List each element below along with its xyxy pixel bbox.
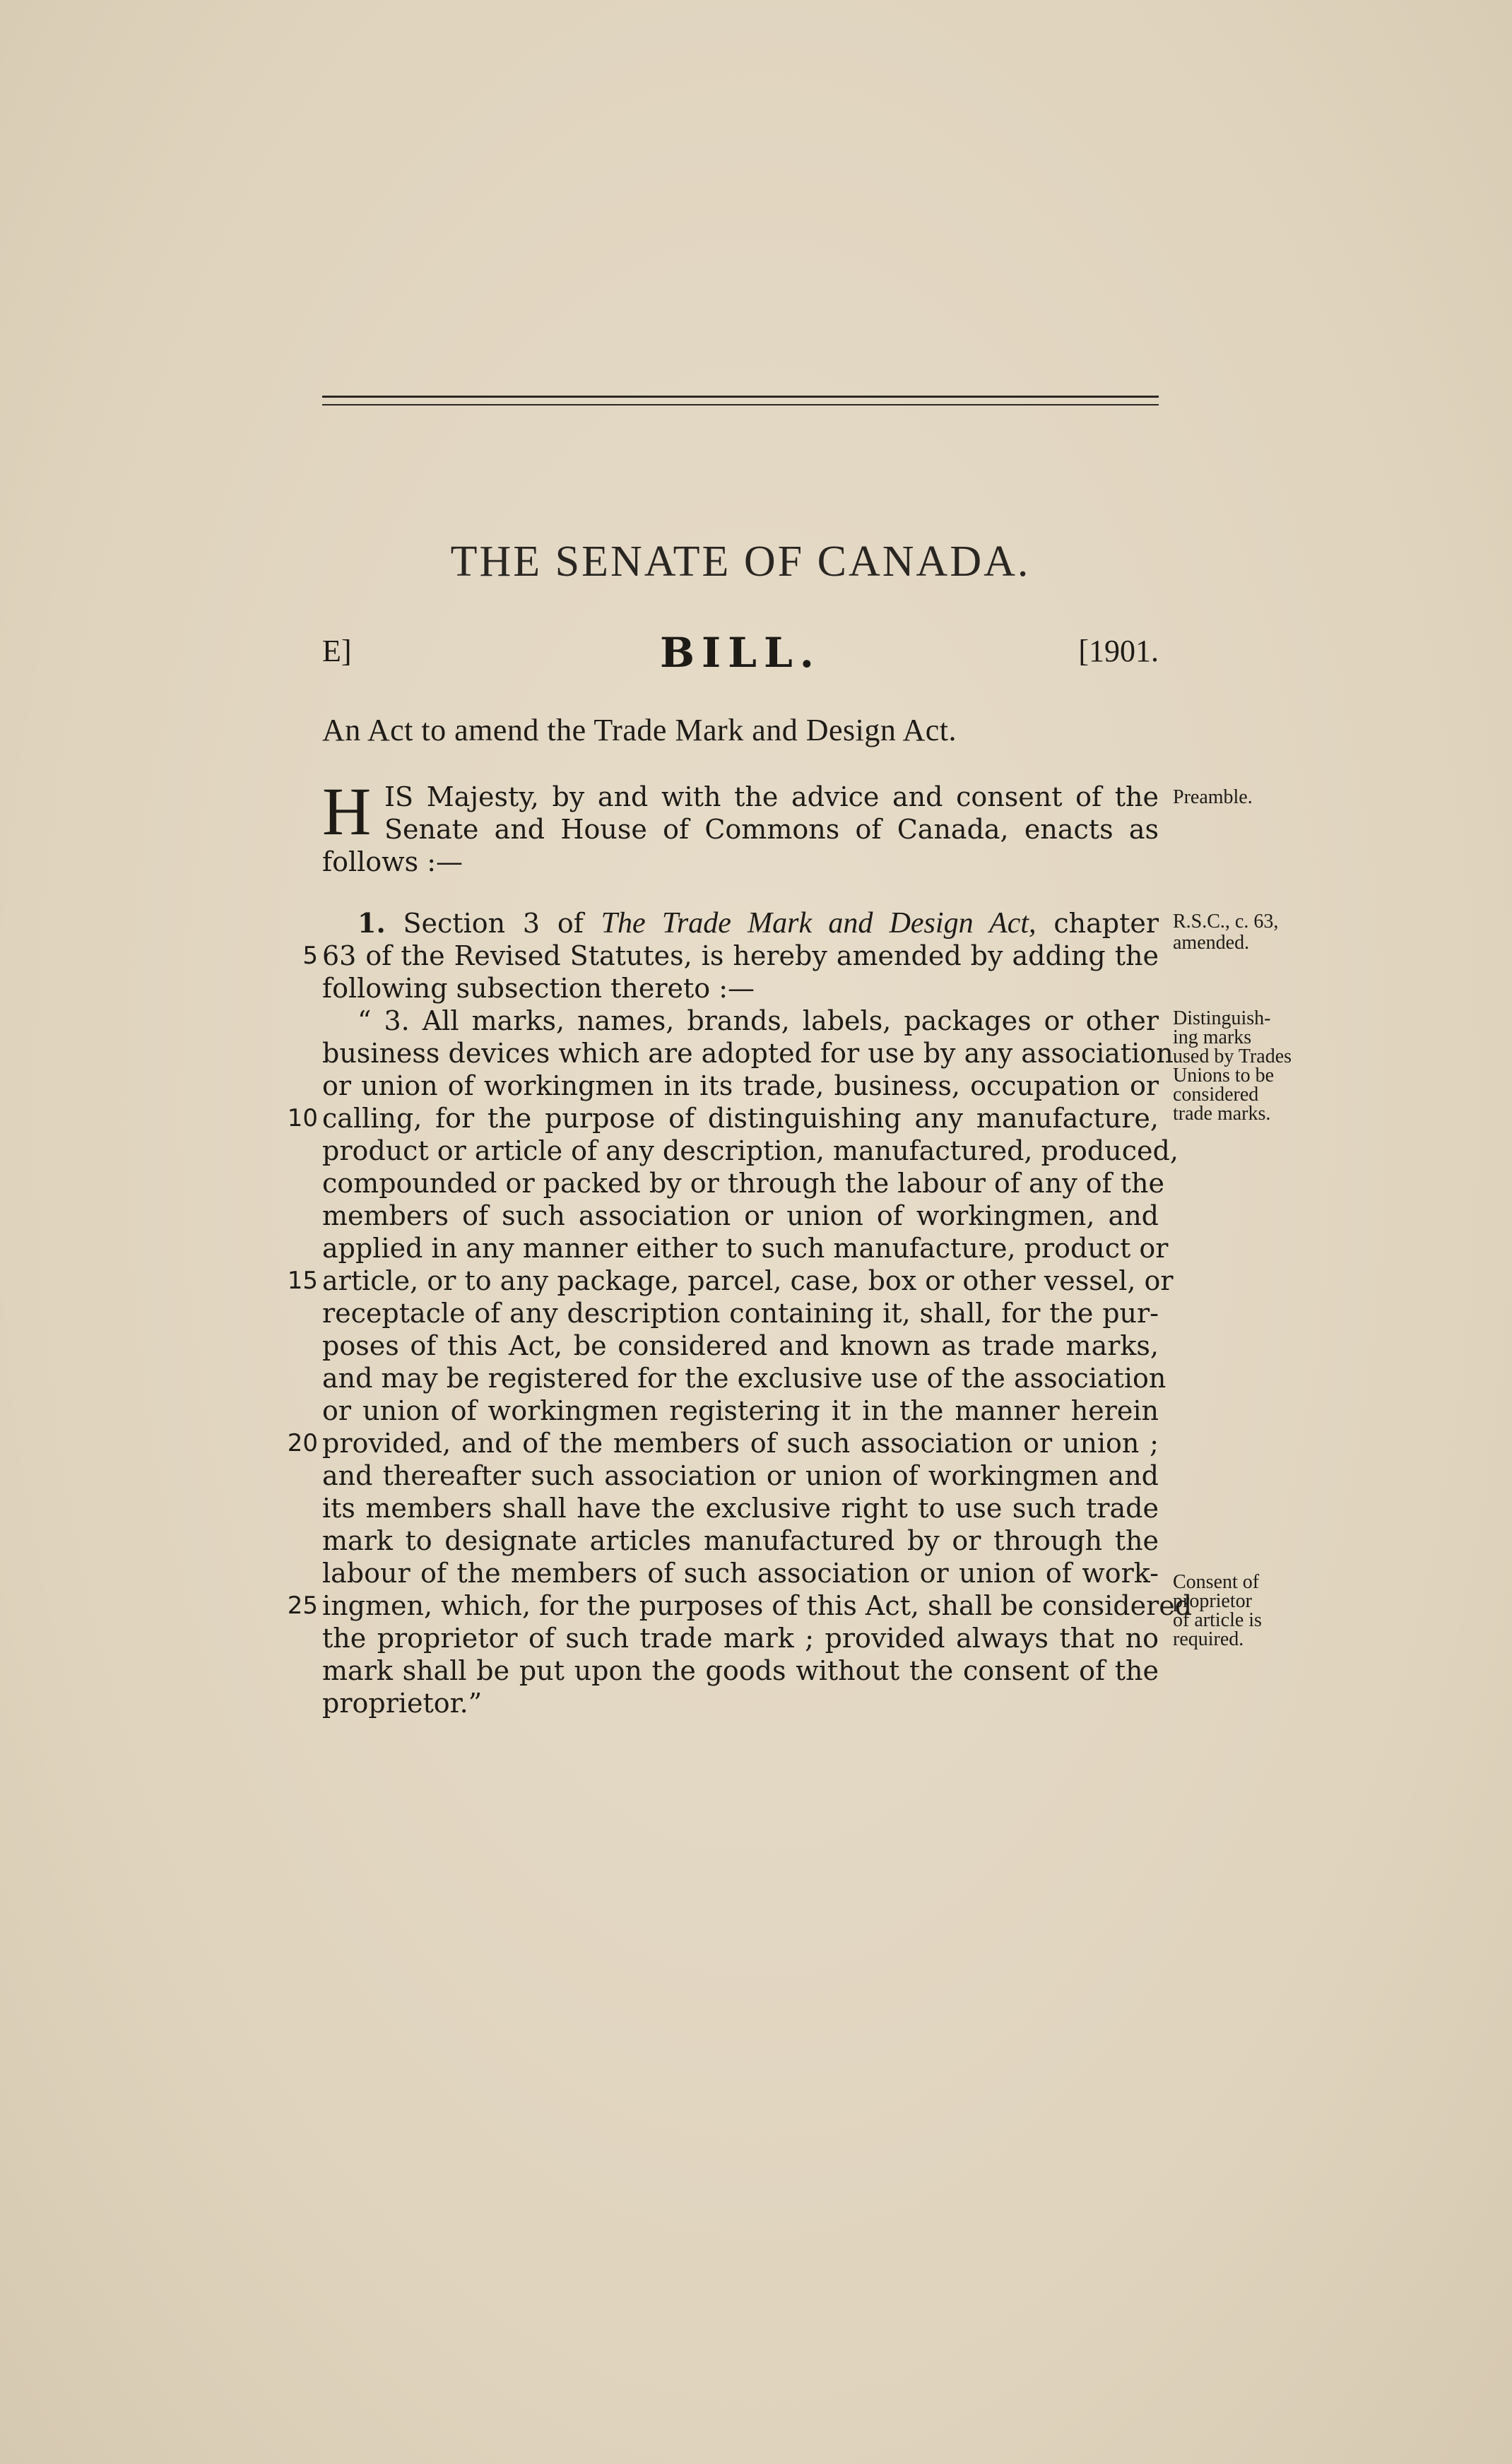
dropcap: H [322,774,372,849]
long-title: An Act to amend the Trade Mark and Design Act. [322,713,957,747]
section-line: proprietor.” [322,1688,483,1719]
margin-note-line: amended. [1173,932,1250,954]
section-line: poses of this Act, be considered and known as trade marks, [322,1330,1159,1361]
margin-note-distinguishing [1173,1009,1321,1123]
section-line: mark shall be put upon the goods without the consent of the [322,1655,1159,1686]
line-number: 15 [287,1267,318,1295]
section-line: provided, and of the members of such association or union ; [322,1428,1159,1459]
section-line: calling, for the purpose of distinguishing any manufacture, [322,1103,1159,1134]
section-line: applied in any manner either to such manufacture, product or [322,1233,1169,1264]
margin-note-line: used by Trades [1173,1046,1292,1067]
line-number: 5 [302,942,318,970]
section-line: product or article of any description, manufactured, produced, [322,1135,1179,1166]
section-line: its members shall have the exclusive right to use such trade [322,1493,1159,1524]
top-rule [322,396,1159,398]
margin-note-line: of article is [1173,1609,1262,1631]
bill-code: E] [322,634,352,668]
section-line: 63 of the Revised Statutes, is hereby amended by adding the [322,940,1159,971]
margin-note-line: ing marks [1173,1026,1252,1048]
top-rule-second [322,404,1159,405]
section-line: “ 3. All marks, names, brands, labels, packages or other [358,1005,1159,1036]
margin-note-rsc [1173,911,1321,954]
preamble-line: follows :— [322,846,463,877]
section-line: compounded or packed by or through the labour of any of the [322,1168,1164,1199]
bill-label: BILL. [660,629,821,677]
line-number: 25 [287,1592,318,1620]
margin-note-consent [1173,1572,1321,1649]
section-line: following subsection thereto :— [322,973,755,1004]
margin-note-line: required. [1173,1628,1244,1650]
line-number: 10 [287,1104,318,1132]
section-line: or union of workingmen in its trade, business, occupation or [322,1070,1159,1101]
preamble-line: Senate and House of Commons of Canada, enacts as [384,814,1159,845]
chamber-title: THE SENATE OF CANADA. [450,538,1031,586]
bill-year: [1901. [1078,634,1159,668]
section-line: article, or to any package, parcel, case, box or other vessel, or [322,1265,1174,1296]
margin-note-line: Distinguish- [1173,1007,1271,1029]
margin-note-line: considered [1173,1084,1259,1106]
margin-note-line: trade marks. [1173,1103,1271,1125]
section-text-before: Section 3 of [403,908,601,939]
margin-note-line: Unions to be [1173,1065,1275,1086]
section-number: 1. [358,907,386,939]
section-line: mark to designate articles manufactured by or through the [322,1525,1159,1556]
preamble-line: IS Majesty, by and with the advice and consent of the [384,781,1159,812]
section-line: business devices which are adopted for use by any association [322,1038,1174,1069]
margin-note-line: proprietor [1173,1590,1252,1612]
section-line: labour of the members of such association or union of work- [322,1558,1159,1589]
section-line: or union of workingmen registering it in the manner herein [322,1395,1159,1426]
bill-heading-row [322,629,1159,685]
margin-note-line: R.S.C., c. 63, [1173,911,1279,932]
margin-note-line: Consent of [1173,1571,1260,1593]
section-line: ingmen, which, for the purposes of this Act, shall be considered [322,1590,1193,1621]
section-line: members of such association or union of workingmen, and [322,1200,1159,1231]
section-line: and thereafter such association or union of workingmen and [322,1460,1159,1491]
act-title-italic: The Trade Mark and Design Act, [601,907,1036,940]
line-number: 20 [287,1429,318,1457]
margin-note-preamble: Preamble. [1173,786,1253,808]
section-text-after: chapter [1036,908,1159,939]
section-line [358,907,1159,940]
section-line: receptacle of any description containing it, shall, for the pur- [322,1298,1159,1329]
section-line: and may be registered for the exclusive use of the association [322,1363,1167,1394]
section-line: the proprietor of such trade mark ; provided always that no [322,1623,1159,1654]
